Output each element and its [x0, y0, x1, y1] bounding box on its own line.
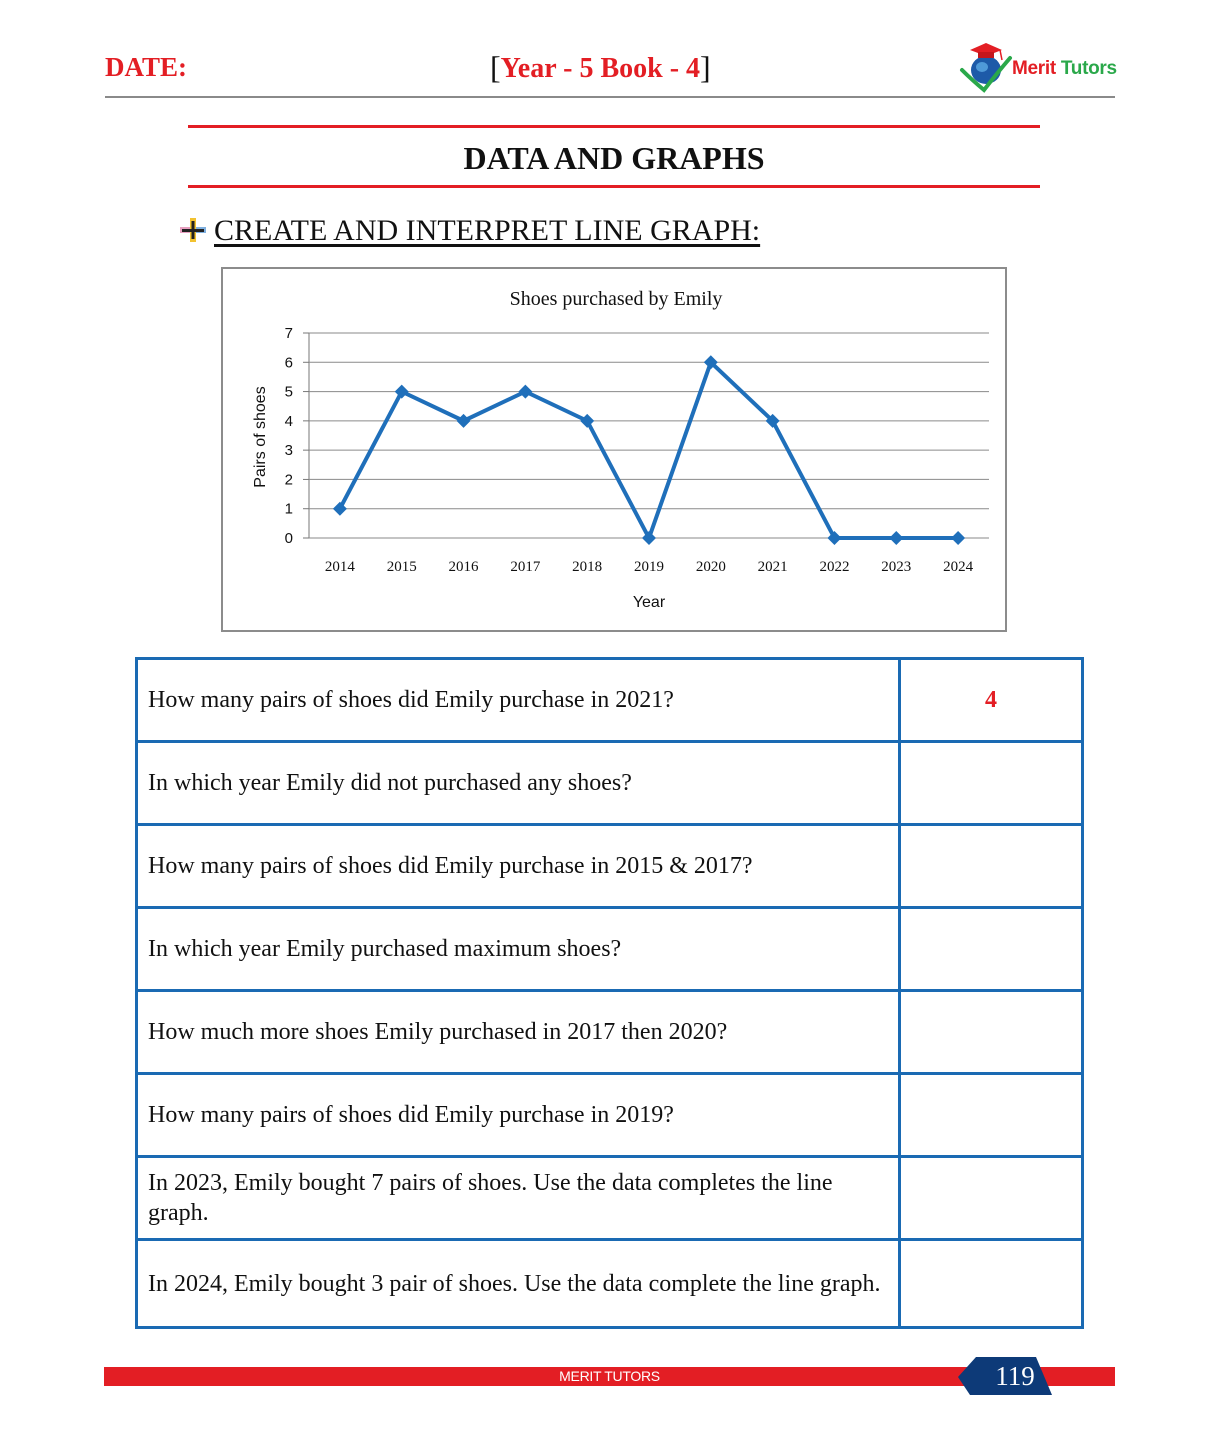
question-cell: How many pairs of shoes did Emily purchase in 2021? — [137, 659, 900, 742]
title-bottom-rule — [188, 185, 1040, 188]
answer-cell[interactable] — [900, 908, 1083, 991]
question-cell: How many pairs of shoes did Emily purchase in 2015 & 2017? — [137, 825, 900, 908]
question-cell: In which year Emily purchased maximum shoes? — [137, 908, 900, 991]
bullet-cross-icon — [180, 218, 206, 242]
data-point-marker — [827, 531, 841, 545]
question-cell: In which year Emily did not purchased any shoes? — [137, 742, 900, 825]
data-point-marker — [333, 502, 347, 516]
chart-svg — [223, 269, 1009, 634]
logo-word-tutors: Tutors — [1060, 58, 1117, 79]
question-cell: How much more shoes Emily purchased in 2017 then 2020? — [137, 991, 900, 1074]
merit-tutors-logo — [958, 40, 1118, 96]
logo-word-merit: Merit — [1012, 58, 1056, 79]
question-table — [135, 657, 1084, 1329]
answer-cell[interactable]: 4 — [900, 659, 1083, 742]
x-tick-label: 2014 — [324, 559, 355, 575]
x-tick-label: 2017 — [510, 559, 541, 575]
table-row — [137, 659, 1083, 742]
answer-cell[interactable] — [900, 742, 1083, 825]
y-tick-label: 6 — [284, 354, 293, 372]
answer-cell[interactable] — [900, 825, 1083, 908]
data-point-marker — [580, 414, 594, 428]
header-divider — [105, 96, 1115, 98]
y-tick-label: 2 — [284, 471, 293, 489]
chart-title: Shoes purchased by Emily — [509, 288, 723, 310]
data-point-marker — [395, 385, 409, 399]
table-row — [137, 1074, 1083, 1157]
answer-cell[interactable] — [900, 991, 1083, 1074]
y-tick-label: 5 — [284, 383, 293, 401]
question-cell: In 2024, Emily bought 3 pair of shoes. Use the data complete the line graph. — [137, 1240, 900, 1328]
graduation-globe-icon — [958, 40, 1018, 96]
data-point-marker — [951, 531, 965, 545]
page-title: DATA AND GRAPHS — [463, 140, 765, 176]
table-row — [137, 825, 1083, 908]
table-row — [137, 742, 1083, 825]
page-number: 119 — [995, 1361, 1035, 1391]
question-cell: How many pairs of shoes did Emily purchase in 2019? — [137, 1074, 900, 1157]
x-tick-label: 2019 — [634, 559, 664, 575]
y-axis-label: Pairs of shoes — [252, 386, 269, 488]
date-label: DATE: — [105, 52, 188, 82]
x-tick-label: 2023 — [881, 559, 912, 575]
answer-cell[interactable] — [900, 1157, 1083, 1240]
data-point-marker — [642, 531, 656, 545]
x-tick-label: 2020 — [695, 559, 726, 575]
x-tick-label: 2016 — [448, 559, 479, 575]
data-point-marker — [518, 385, 532, 399]
book-title-text: Year - 5 Book - 4 — [500, 53, 701, 84]
x-tick-label: 2018 — [572, 559, 603, 575]
x-tick-label: 2021 — [757, 559, 788, 575]
data-point-marker — [889, 531, 903, 545]
answer-cell[interactable] — [900, 1074, 1083, 1157]
table-row — [137, 991, 1083, 1074]
line-chart — [221, 267, 1007, 632]
footer-brand: MERIT TUTORS — [559, 1368, 660, 1384]
y-tick-label: 7 — [284, 325, 293, 342]
table-row — [137, 1157, 1083, 1240]
title-top-rule — [188, 125, 1040, 128]
answer-cell[interactable] — [900, 1240, 1083, 1328]
x-tick-label: 2015 — [386, 559, 417, 575]
table-row — [137, 1240, 1083, 1328]
y-tick-label: 3 — [284, 442, 293, 460]
y-tick-label: 4 — [284, 412, 293, 430]
question-cell: In 2023, Emily bought 7 pairs of shoes. Use the data completes the line graph. — [137, 1157, 900, 1240]
y-tick-label: 0 — [284, 530, 293, 547]
x-tick-label: 2024 — [943, 559, 974, 575]
book-title: [Year - 5 Book - 4] — [490, 49, 711, 85]
x-tick-label: 2022 — [819, 559, 850, 575]
x-axis-label: Year — [632, 594, 666, 611]
data-point-marker — [457, 414, 471, 428]
section-heading: CREATE AND INTERPRET LINE GRAPH: — [214, 214, 761, 247]
table-row — [137, 908, 1083, 991]
y-tick-label: 1 — [284, 500, 293, 518]
